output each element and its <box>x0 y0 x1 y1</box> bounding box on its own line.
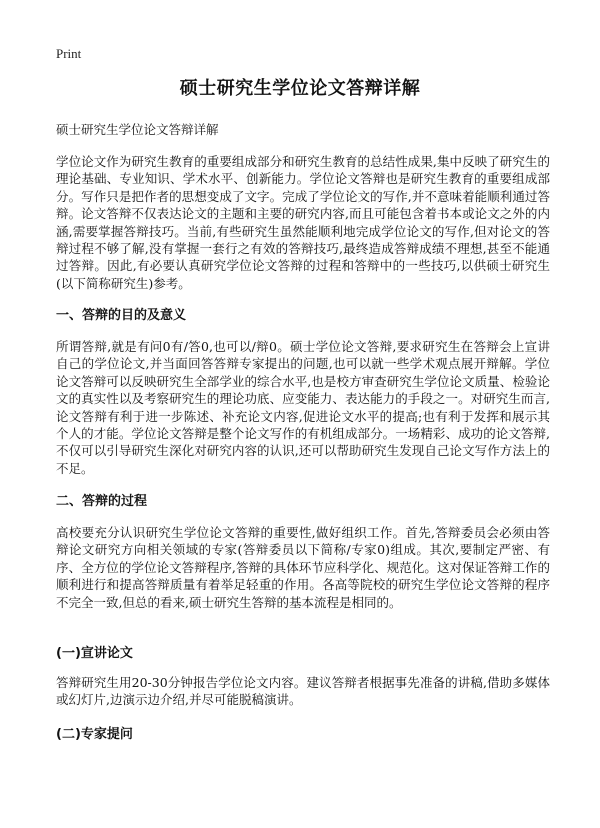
section-paragraph-process: 高校要充分认识研究生学位论文答辩的重要性,做好组织工作。首先,答辩委员会必须由答辩论文研究方向相关领域的专家(答辩委员以下简称/专家0)组成。其次,要制定严密、有序、全方位的学位论文答辩程序,答辩的具体环节应科学化、规范化。这对保证答辩工作的顺利进行和提高答辩质量有着举足轻重的作用。各高等院校的研究生学位论文答辩的程序不完全一致,但总的看来,硕士研究生答辩的基本流程是相同的。 <box>56 525 550 610</box>
section-heading-purpose: 一、答辩的目的及意义 <box>56 308 187 323</box>
print-link[interactable]: Print <box>56 46 82 61</box>
document-title: 硕士研究生学位论文答辩详解 <box>179 78 421 99</box>
subsection-heading-presentation: (一)宣讲论文 <box>56 646 133 661</box>
document-subtitle: 硕士研究生学位论文答辩详解 <box>56 122 219 137</box>
subsection-paragraph-presentation: 答辩研究生用20-30分钟报告学位论文内容。建议答辩者根据事先准备的讲稿,借助多媒体或幻灯片,边演示边介绍,并尽可能脱稿演讲。 <box>56 675 550 708</box>
subsection-heading-questions: (二)专家提问 <box>56 727 133 742</box>
section-heading-process: 二、答辩的过程 <box>56 494 148 509</box>
section-paragraph-purpose: 所谓答辩,就是有问0有/答0,也可以/辩0。硕士学位论文答辩,要求研究生在答辩会上宣讲自己的学位论文,并当面回答答辩专家提出的问题,也可以就一些学术观点展开辩解。学位论文答辩可以反映研究生全部学业的综合水平,也是校方审查研究生学位论文质量、检验论文的真实性以及考察研究生的理论功底、应变能力、表达能力的手段之一。对研究生而言,论文答辩有利于进一步陈述、补充论文内容,促进论文水平的提高;也有利于发挥和展示其个人的才能。学位论文答辩是整个论文写作的有机组成部分。一场精彩、成功的论文答辩,不仅可以引导研究生深化对研究内容的认识,还可以帮助研究生发现自己论文写作方法上的不足。 <box>56 339 550 476</box>
intro-paragraph: 学位论文作为研究生教育的重要组成部分和研究生教育的总结性成果,集中反映了研究生的理论基础、专业知识、学术水平、创新能力。学位论文答辩也是研究生教育的重要组成部分。写作只是把作者的思想变成了文字。完成了学位论文的写作,并不意味着能顺利通过答辩。论文答辩不仅表达论文的主题和主要的研究内容,而且可能包含着书本或论文之外的内涵,需要掌握答辩技巧。当前,有些研究生虽然能顺利地完成学位论文的写作,但对论文的答辩过程不够了解,没有掌握一套行之有效的答辩技巧,最终造成答辩成绩不理想,甚至不能通过答辩。因此,有必要认真研究学位论文答辩的过程和答辩中的一些技巧,以供硕士研究生(以下简称研究生)参考。 <box>56 154 550 291</box>
